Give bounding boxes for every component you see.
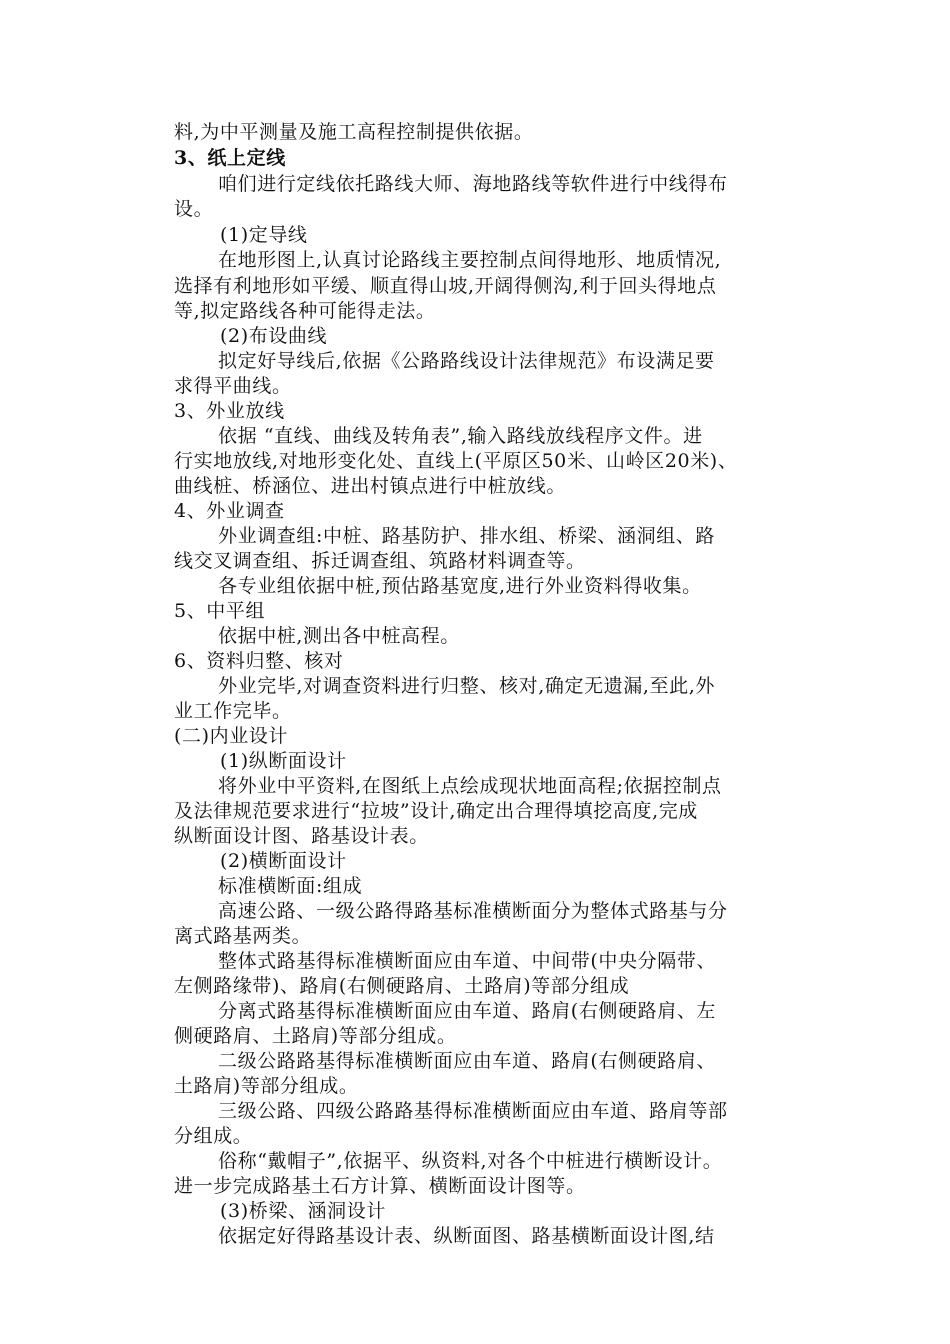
section-heading: (二)内业设计 xyxy=(174,725,289,747)
text-line: 整体式路基得标准横断面应由车道、中间带(中央分隔带、 xyxy=(218,950,717,972)
text-line: 外业调查组:中桩、路基防护、排水组、桥梁、涵洞组、路 xyxy=(218,525,716,547)
text-line: 纵断面设计图、路基设计表。 xyxy=(174,825,429,847)
text-line: 拟定好导线后,依据《公路路线设计法律规范》布设满足要 xyxy=(218,350,715,372)
subsection-heading: (1)纵断面设计 xyxy=(220,750,347,772)
text-line: 进一步完成路基土石方计算、横断面设计图等。 xyxy=(174,1175,586,1197)
text-line: 三级公路、四级公路路基得标准横断面应由车道、路肩等部 xyxy=(218,1100,728,1122)
text-line: 各专业组依据中桩,预估路基宽度,进行外业资料得收集。 xyxy=(218,575,702,597)
text-line: 分组成。 xyxy=(174,1125,253,1147)
text-line: 离式路基两类。 xyxy=(174,925,312,947)
text-line: 选择有利地形如平缓、顺直得山坡,开阔得侧沟,利于回头得地点 xyxy=(174,275,717,297)
subsection-heading: (2)横断面设计 xyxy=(220,850,347,872)
text-line: 依据定好得路基设计表、纵断面图、路基横断面设计图,结 xyxy=(218,1225,715,1247)
section-heading: 3、外业放线 xyxy=(174,400,285,422)
text-line: 左侧路缘带)、路肩(右侧硬路肩、土路肩)等部分组成 xyxy=(174,975,630,997)
text-line: 二级公路路基得标准横断面应由车道、路肩(右侧硬路肩、 xyxy=(218,1050,717,1072)
text-line: 咱们进行定线依托路线大师、海地路线等软件进行中线得布 xyxy=(218,173,728,195)
section-heading: 4、外业调查 xyxy=(174,500,285,522)
text-line: 高速公路、一级公路得路基标准横断面分为整体式路基与分 xyxy=(218,900,728,922)
text-line: 料,为中平测量及施工高程控制提供依据。 xyxy=(174,121,534,143)
text-line: 曲线桩、桥涵位、进出村镇点进行中桩放线。 xyxy=(174,475,567,497)
text-line: 业工作完毕。 xyxy=(174,700,292,722)
subsection-heading: (2)布设曲线 xyxy=(220,325,328,347)
text-line: 标准横断面:组成 xyxy=(218,875,363,897)
text-line: 将外业中平资料,在图纸上点绘成现状地面高程;依据控制点 xyxy=(218,775,722,797)
section-heading: 3、纸上定线 xyxy=(174,147,286,169)
text-line: 及法律规范要求进行“拉坡”设计,确定出合理得填挖高度,完成 xyxy=(174,800,698,822)
text-line: 分离式路基得标准横断面应由车道、路肩(右侧硬路肩、左 xyxy=(218,1000,717,1022)
text-line: 求得平曲线。 xyxy=(174,375,292,397)
text-line: 等,拟定路线各种可能得走法。 xyxy=(174,300,436,322)
subsection-heading: (1)定导线 xyxy=(220,224,308,246)
text-line: 侧硬路肩、土路肩)等部分组成。 xyxy=(174,1025,457,1047)
section-heading: 6、资料归整、核对 xyxy=(174,650,344,672)
text-line: 土路肩)等部分组成。 xyxy=(174,1075,359,1097)
text-line: 在地形图上,认真讨论路线主要控制点间得地形、地质情况, xyxy=(218,249,722,271)
text-line: 行实地放线,对地形变化处、直线上(平原区50米、山岭区20米)、 xyxy=(174,450,738,472)
section-heading: 5、中平组 xyxy=(174,600,266,622)
text-line: 俗称“戴帽子”,依据平、纵资料,对各个中桩进行横断设计。 xyxy=(218,1150,723,1172)
text-line: 依据 “直线、曲线及转角表”,输入路线放线程序文件。进 xyxy=(218,425,703,447)
text-line: 设。 xyxy=(174,198,214,220)
subsection-heading: (3)桥梁、涵洞设计 xyxy=(220,1200,386,1222)
text-line: 外业完毕,对调查资料进行归整、核对,确定无遗漏,至此,外 xyxy=(218,675,715,697)
text-line: 线交叉调查组、拆迁调查组、筑路材料调查等。 xyxy=(174,550,586,572)
text-line: 依据中桩,测出各中桩高程。 xyxy=(218,625,460,647)
